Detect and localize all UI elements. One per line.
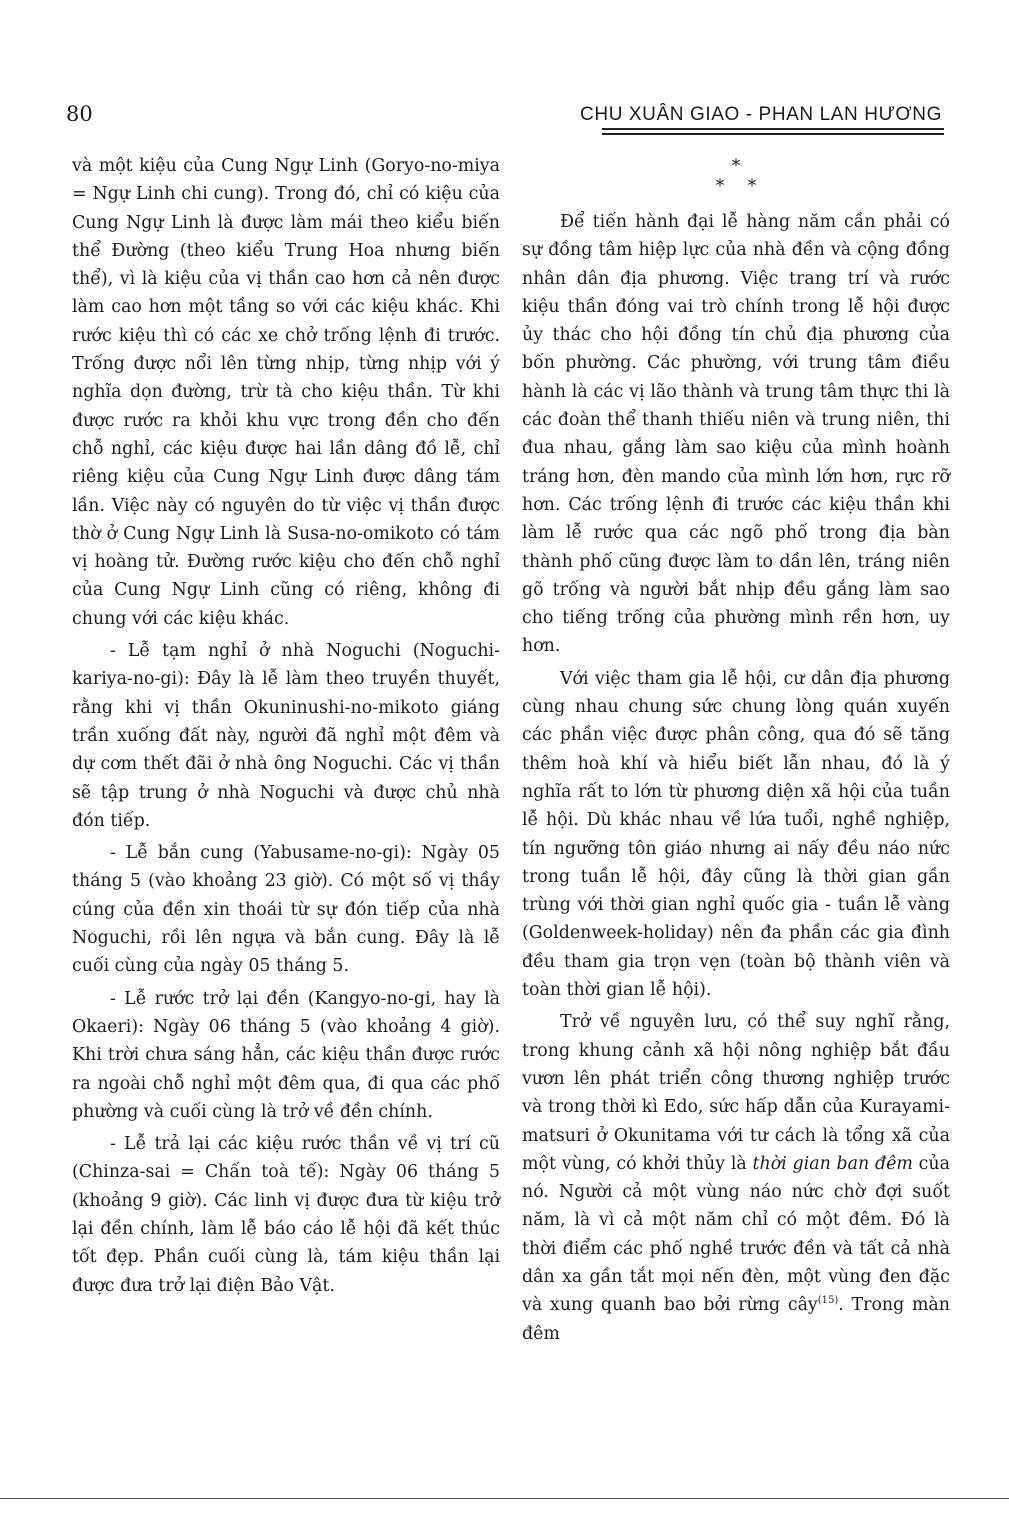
- left-paragraph-1: và một kiệu của Cung Ngự Linh (Goryo-no-miya = Ngự Linh chi cung). Trong đó, chỉ có kiệu của Cung Ngự Linh là được làm mái theo kiểu biến thể Đường (theo kiểu Trung Hoa nhưng biến thể), vì là kiệu của vị thần cao hơn cả nên được làm cao hơn một tầng so với các kiệu khác. Khi rước kiệu thì có các xe chở trống lệnh đi trước. Trống được nổi lên từng nhịp, từng nhịp với ý nghĩa dọn đường, trừ tà cho kiệu thần. Từ khi được rước ra khỏi khu vực trong đền cho đến chỗ nghỉ, các kiệu được hai lần dâng đồ lễ, chỉ riêng kiệu của Cung Ngự Linh được dâng tám lần. Việc này có nguyên do từ việc vị thần được thờ ở Cung Ngự Linh là Susa-no-omikoto có tám vị hoàng tử. Đường rước kiệu cho đến chỗ nghỉ của Cung Ngự Linh cũng có riêng, không đi chung với các kiệu khác.: [72, 156, 500, 629]
- left-paragraph-4: - Lễ rước trở lại đền (Kangyo-no-gi, hay là Okaeri): Ngày 06 tháng 5 (vào khoảng 4 giờ). Khi trời chưa sáng hẳn, các kiệu thần được rước ra ngoài chỗ nghỉ một đêm qua, đi qua các phố phường và cuối cùng là trở về đền chính.: [72, 988, 500, 1122]
- right-paragraph-3-part-c: . Trong màn đêm: [522, 1295, 951, 1344]
- right-paragraph-3-part-b: của nó. Người cả một vùng náo nức chờ đợi suốt năm, là vì cả một năm chỉ có một đêm. Đó là thời điểm các phố nghề trước đền và tất cả nhà dân xa gần tắt mọi nến đèn, một vùng đen đặc và xung quanh bao bởi rừng cây: [522, 1153, 950, 1316]
- footnote-marker: (15): [817, 1295, 839, 1307]
- page-number: 80: [66, 102, 93, 126]
- separator-stars-bottom: * *: [715, 176, 757, 196]
- right-paragraph-3-part-a: Trở về nguyên lưu, có thể suy nghĩ rằng, trong khung cảnh xã hội nông nghiệp bắt đầu vươn lên phát triển công thương nghiệp trước và trong thời kì Edo, sức hấp dẫn của Kurayami-matsuri ở Okunitama với tư cách là tổng xã của một vùng, có khởi thủy là: [522, 1012, 950, 1174]
- left-paragraph-2: - Lễ tạm nghỉ ở nhà Noguchi (Noguchi-kariya-no-gi): Đây là lễ làm theo truyền thuyết, rằng khi vị thần Okuninushi-no-mikoto giáng trần xuống đất này, người đã nghỉ một đêm và dự cơm thết đãi ở nhà ông Noguchi. Các vị thần sẽ tập trung ở nhà Noguchi và được chủ nhà đón tiếp.: [72, 641, 500, 831]
- right-paragraph-1: Để tiến hành đại lễ hàng năm cần phải có sự đồng tâm hiệp lực của nhà đền và cộng đồng nhân dân địa phương. Việc trang trí và rước kiệu thần đóng vai trò chính trong lễ hội được ủy thác cho hội đồng tín chủ địa phương của bốn phường. Các phường, với trung tâm điều hành là các vị lão thành và trung tâm thực thi là các đoàn thể thanh thiếu niên và trung niên, thi đua nhau, gắng làm sao kiệu của mình hoành tráng hơn, đèn mando của mình lớn hơn, rực rỡ hơn. Các trống lệnh đi trước các kiệu thần khi làm lễ rước qua các ngõ phố trong địa bàn thành phố cũng được làm to dần lên, tráng niên gõ trống và người bắt nhịp đều gắng làm sao cho tiếng trống của phường mình rền hơn, uy hơn.: [522, 212, 950, 657]
- left-column: [72, 152, 500, 1300]
- right-paragraph-3: [522, 1008, 950, 1348]
- running-head: CHU XUÂN GIAO - PHAN LAN HƯƠNG: [580, 104, 942, 125]
- header-rule-top: [602, 128, 944, 130]
- right-paragraph-2: Với việc tham gia lễ hội, cư dân địa phương cùng nhau chung sức chung lòng quán xuyến các phần việc được phân công, qua đó sẽ tăng thêm hoà khí và hiểu biết lẫn nhau, đó là ý nghĩa rất to lớn từ phương diện xã hội của tuần lễ hội. Dù khác nhau về lứa tuổi, nghề nghiệp, tín ngưỡng tôn giáo nhưng ai nấy đều náo nức trong tuần lễ hội, đây cũng là thời gian gần trùng với thời gian nghỉ quốc gia - tuần lễ vàng (Goldenweek-holiday) nên đa phần các gia đình đều tham gia trọn vẹn (toàn bộ thành viên và toàn thời gian lễ hội).: [522, 668, 950, 1001]
- page-header: [62, 96, 944, 136]
- left-paragraph-3: - Lễ bắn cung (Yabusame-no-gi): Ngày 05 tháng 5 (vào khoảng 23 giờ). Có một số vị thầy cúng của đền xin thoái từ sự đón tiếp của nhà Noguchi, rồi lên ngựa và bắn cung. Đây là lễ cuối cùng của ngày 05 tháng 5.: [72, 843, 500, 977]
- left-paragraph-5: - Lễ trả lại các kiệu rước thần về vị trí cũ (Chinza-sai = Chấn toà tế): Ngày 06 tháng 5 (khoảng 9 giờ). Các linh vị được đưa từ kiệu trở lại đền chính, làm lễ báo cáo lễ hội đã kết thúc tốt đẹp. Phần cuối cùng là, tám kiệu thần lại được đưa trở lại điện Bảo Vật.: [72, 1134, 500, 1296]
- separator-star-top: *: [731, 156, 741, 176]
- section-separator: [522, 156, 950, 196]
- bottom-rule: [0, 1498, 1009, 1499]
- header-rule-bottom: [602, 133, 944, 135]
- right-paragraph-3-italic: thời gian ban đêm: [752, 1153, 913, 1174]
- right-column: [522, 152, 950, 1348]
